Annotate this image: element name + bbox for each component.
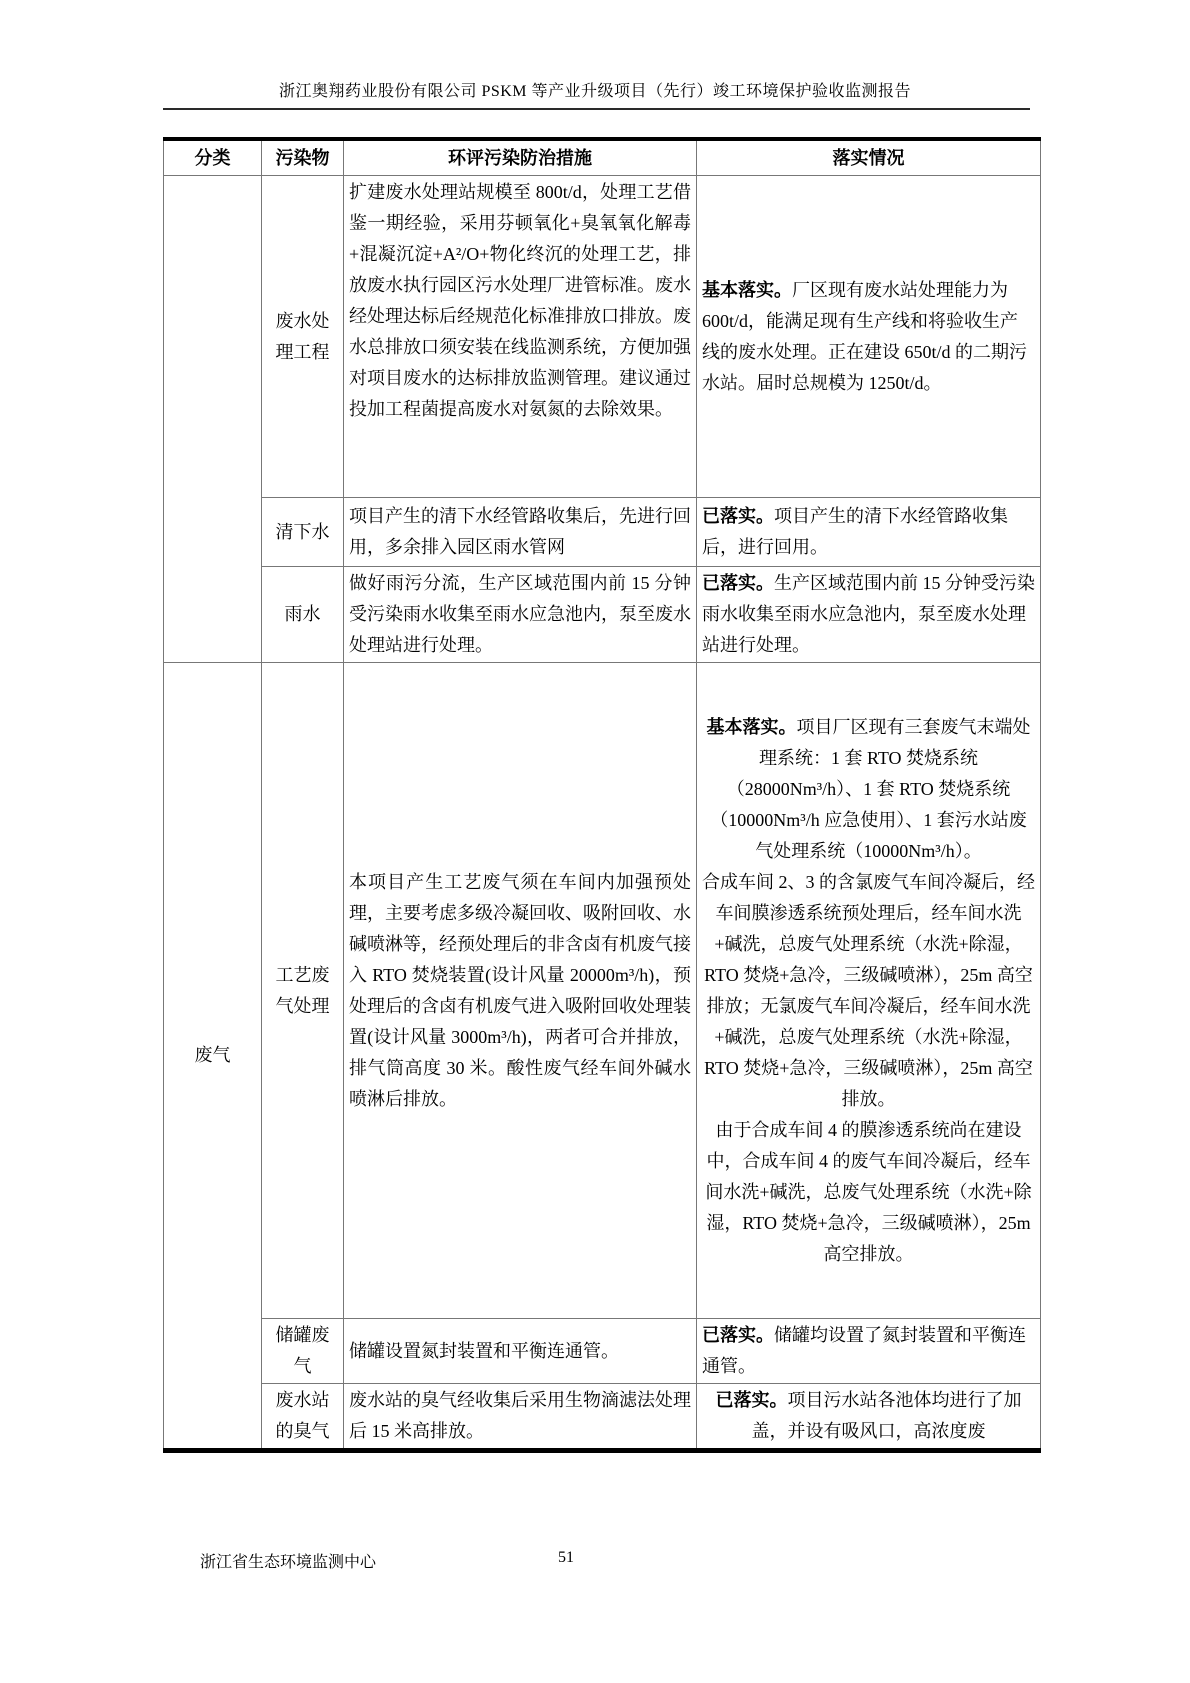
footer-organization: 浙江省生态环境监测中心 [200,1554,377,1571]
table-row [164,498,1041,567]
implementation-paragraph [702,712,1035,867]
implementation-cell [697,663,1041,1319]
pollutant-cell: 废水处理工程 [262,176,344,498]
implementation-cell [697,567,1041,663]
category-cell-waste-gas: 废气 [164,663,262,1451]
implementation-cell [697,498,1041,567]
implementation-status: 基本落实。 [706,716,797,737]
table-row [164,1319,1041,1384]
column-header-implementation: 落实情况 [697,139,1041,176]
pollutant-cell: 雨水 [262,567,344,663]
implementation-status: 已落实。 [702,506,774,526]
measure-cell: 废水站的臭气经收集后采用生物滴滤法处理后 15 米高排放。 [344,1384,697,1451]
implementation-text: 厂区现有废水站处理能力为 600t/d，能满足现有生产线和将验收生产线的废水处理。正在建设 650t/d 的二期污水站。届时总规模为 1250t/d。 [702,279,1028,393]
category-cell-wastewater [164,176,262,663]
pollutant-cell: 清下水 [262,498,344,567]
measures-implementation-table [163,137,1041,1453]
implementation-paragraph: 合成车间 2、3 的含氯废气车间冷凝后，经车间膜渗透系统预处理后，经车间水洗+碱洗，总废气处理系统（水洗+除湿，RTO 焚烧+急冷，三级碱喷淋），25m 高空排放；无氯废气车间冷凝后，经车间水洗+碱洗，总废气处理系统（水洗+除湿，RTO 焚烧+急冷，三级碱喷淋），25m 高空排放。 [702,871,1035,1109]
implementation-status: 基本落实。 [702,279,792,300]
implementation-paragraph: 由于合成车间 4 的膜渗透系统尚在建设中，合成车间 4 的废气车间冷凝后，经车间水洗+碱洗，总废气处理系统（水洗+除湿，RTO 焚烧+急冷，三级碱喷淋），25m 高空排放。 [705,1119,1032,1264]
table-row [164,1384,1041,1451]
measure-cell: 项目产生的清下水经管路收集后，先进行回用，多余排入园区雨水管网 [344,498,697,567]
pollutant-cell: 工艺废气处理 [262,663,344,1319]
implementation-text: 项目产生的清下水经管路收集后，进行回用。 [702,506,1008,557]
pollutant-cell: 储罐废气 [262,1319,344,1384]
table-header-row [164,139,1041,176]
implementation-cell [697,176,1041,498]
footer-page-number: 51 [558,1549,574,1566]
implementation-text: 项目厂区现有三套废气末端处理系统：1 套 RTO 焚烧系统（28000Nm³/h）、1 套 RTO 焚烧系统（10000Nm³/h 应急使用）、1 套污水站废气处理系统（10000Nm³/h）。 [710,716,1031,861]
table-row [164,663,1041,1319]
measure-cell: 扩建废水处理站规模至 800t/d，处理工艺借鉴一期经验，采用芬顿氧化+臭氧氧化解毒+混凝沉淀+A²/O+物化终沉的处理工艺，排放废水执行园区污水处理厂进管标准。废水经处理达标后经规范化标准排放口排放。废水总排放口须安装在线监测系统，方便加强对项目废水的达标排放监测管理。建议通过投加工程菌提高废水对氨氮的去除效果。 [344,176,697,498]
measure-cell: 储罐设置氮封装置和平衡连通管。 [344,1319,697,1384]
measure-cell: 本项目产生工艺废气须在车间内加强预处理，主要考虑多级冷凝回收、吸附回收、水碱喷淋等，经预处理后的非含卤有机废气接入 RTO 焚烧装置(设计风量 20000m³/h)，预处理后的含卤有机废气进入吸附回收处理装置(设计风量 3000m³/h)，两者可合并排放，排气筒高度 30 米。酸性废气经车间外碱水喷淋后排放。 [344,663,697,1319]
implementation-status: 已落实。 [702,573,774,593]
table-row [164,176,1041,498]
column-header-category: 分类 [164,139,262,176]
table-row [164,567,1041,663]
column-header-measures: 环评污染防治措施 [344,139,697,176]
implementation-text: 储罐均设置了氮封装置和平衡连通管。 [702,1325,1026,1376]
document-header-title: 浙江奥翔药业股份有限公司 PSKM 等产业升级项目（先行）竣工环境保护验收监测报告 [278,83,912,100]
implementation-text: 生产区域范围内前 15 分钟受污染雨水收集至雨水应急池内，泵至废水处理站进行处理。 [702,573,1035,655]
implementation-cell [697,1384,1041,1451]
implementation-status: 已落实。 [702,1325,774,1345]
column-header-pollutant: 污染物 [262,139,344,176]
implementation-cell [697,1319,1041,1384]
implementation-status: 已落实。 [715,1390,788,1410]
header-rule [163,108,1030,110]
pollutant-cell: 废水站的臭气 [262,1384,344,1451]
implementation-text: 项目污水站各池体均进行了加盖，并设有吸风口，高浓度废 [751,1390,1022,1441]
measure-cell: 做好雨污分流，生产区域范围内前 15 分钟受污染雨水收集至雨水应急池内，泵至废水处理站进行处理。 [344,567,697,663]
